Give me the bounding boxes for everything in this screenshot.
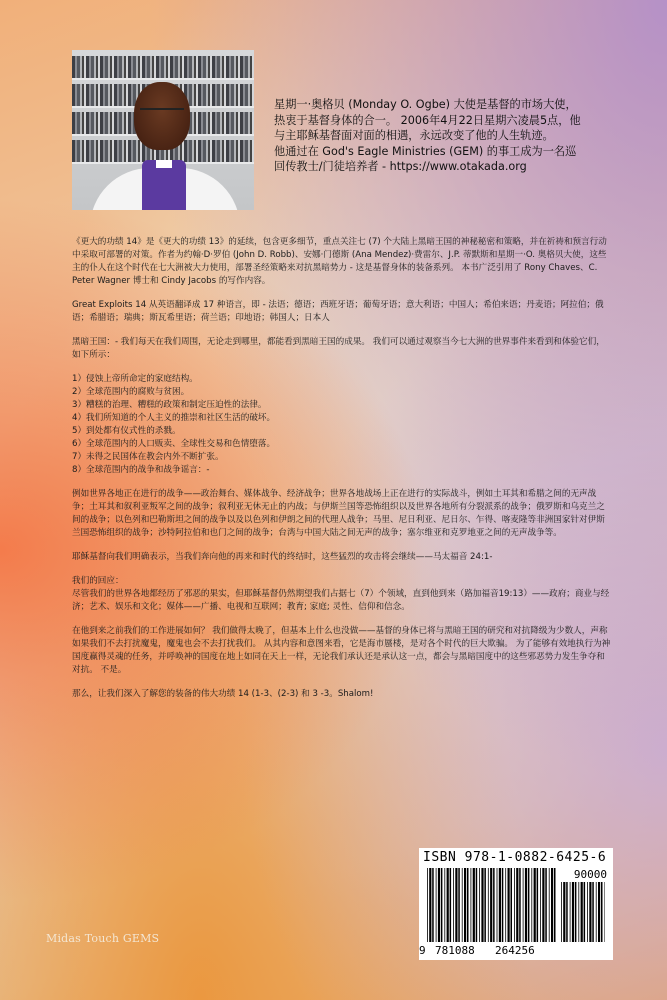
price-code: 90000 xyxy=(573,868,607,881)
paragraph: 耶稣基督向我们明确表示，当我们奔向他的再来和时代的终结时，这些猛烈的攻击将会继续——马太福音 24:1- xyxy=(72,552,493,562)
paragraph: 尽管我们的世界各地都经历了邪恶的果实，但耶稣基督仍然期望我们占据七（7）个领域，直到他到来（路加福音19:13）——政府；商业与经济；艺术、娱乐和文化；媒体——广播、电视和互联网；教育; 家庭; 灵性、信仰和信念。 xyxy=(72,589,610,612)
collar-tab xyxy=(156,160,172,168)
glasses xyxy=(140,108,184,120)
author-photo xyxy=(72,50,254,210)
list-item: 8）全球范围内的战争和战争谣言：- xyxy=(72,465,210,475)
list-item: 6）全球范围内的人口贩卖、全球性交易和色情堕落。 xyxy=(72,439,276,449)
bio-line: 与主耶稣基督面对面的相遇，永远改变了他的人生轨迹。 xyxy=(274,129,554,143)
bio-line: 他通过在 God's Eagle Ministries (GEM) 的事工成为一名巡 xyxy=(274,144,577,158)
paragraph: 黑暗王国：- 我们每天在我们周围，无论走到哪里，都能看到黑暗王国的成果。 我们可以通过观察当今七大洲的世界事件来看到和体验它们，如下所示： xyxy=(72,337,605,360)
list-item: 3）糟糕的治理、糟糕的政策和制定压迫性的法律。 xyxy=(72,400,267,410)
author-bio xyxy=(274,97,604,175)
paragraph: 那么，让我们深入了解您的装备的伟大功绩 14 (1-3、(2-3) 和 3 -3。Shalom! xyxy=(72,689,374,699)
ean-lead-digit: 9 xyxy=(419,944,426,957)
isbn-barcode xyxy=(419,848,613,960)
list-item: 4）我们所知道的个人主义的推崇和社区生活的破坏。 xyxy=(72,413,276,423)
list-item: 1）侵蚀上帝所命定的家庭结构。 xyxy=(72,374,198,384)
paragraph: 我们的回应： xyxy=(72,576,124,586)
publisher-imprint: Midas Touch GEMS xyxy=(46,932,160,945)
bio-line: 热衷于基督身体的合一。 2006年4月22日星期六凌晨5点，他 xyxy=(274,113,581,127)
kingdom-list xyxy=(72,373,612,477)
back-cover-description xyxy=(72,236,612,712)
ean-bars xyxy=(427,868,557,942)
paragraph: 例如世界各地正在进行的战争——政治舞台、媒体战争、经济战争；世界各地战场上正在进行的实际战斗，例如土耳其和希腊之间的无声战争；土耳其和叙利亚叛军之间的战争；叙利亚无休无止的内战；与伊斯兰国等恐怖组织以及世界各地所有分裂派系的战争；俄罗斯和乌克兰之间的战争；以色列和巴勒斯坦之间的战争以及以色列和伊朗之间的代理人战争；马里、尼日利亚、尼日尔、乍得、喀麦隆等非洲国家针对伊斯兰国恐怖组织的战争；沙特阿拉伯和也门之间的战争；台湾与中国大陆之间无声的战争；塞尔维亚和克罗地亚之间的无声战争等。 xyxy=(72,489,605,538)
bio-line: 回传教士/门徒培养者 - https://www.otakada.org xyxy=(274,160,527,174)
list-item: 2）全球范围内的腐败与贫困。 xyxy=(72,387,190,397)
addon-bars xyxy=(561,882,605,942)
paragraph: Great Exploits 14 从英语翻译成 17 种语言，即 - 法语；德语；西班牙语；葡萄牙语；意大利语；中国人；希伯来语；丹麦语；阿拉伯；俄语；希腊语；瑞典；斯瓦希里语；荷兰语；印地语；韩国人；日本人 xyxy=(72,300,604,323)
paragraph: 《更大的功绩 14》是《更大的功绩 13》的延续，包含更多细节，重点关注七 (7) 个大陆上黑暗王国的神秘秘密和策略，并在祈祷和预言行动中采取可部署的对策。作者为约翰·D·罗伯 (John D. Robb)、安娜·门德斯 (Ana Mendez)·费雷尔、J.P. 蒂默斯和星期一·O. 奥格贝大使，这些主的仆人在这个时代在七大洲被大力使用，部署圣经策略来对抗黑暗势力 - 这是基督身体的装备系列。 本书广泛引用了 Rony Chaves、C. Peter Wagner 博士和 Cindy Jacobs 的写作内容。 xyxy=(72,237,607,286)
list-item: 5）到处都有仪式性的杀戮。 xyxy=(72,426,181,436)
list-item: 7）未得之民国体在教会内外不断扩张。 xyxy=(72,452,224,462)
bio-line: 星期一·奥格贝 (Monday O. Ogbe) 大使是基督的市场大使， xyxy=(274,98,577,111)
bookshelf xyxy=(72,56,254,80)
ean-right-digits: 264256 xyxy=(495,944,535,957)
ean-left-digits: 781088 xyxy=(435,944,475,957)
isbn-label: ISBN 978-1-0882-6425-6 xyxy=(423,850,607,865)
paragraph: 在他到来之前我们的工作进展如何？ 我们做得太晚了，但基本上什么也没做——基督的身体已将与黑暗王国的研究和对抗降级为少数人，声称如果我们不去打扰魔鬼，魔鬼也会不去打扰我们。 从其内容和意图来看，它是海市蜃楼，是对各个时代的巨大欺骗。 为了能够有效地执行为神国度赢得灵魂的任务，并呼唤神的国度在地上如同在天上一样，无论我们承认还是承认这一点，都会与黑暗国度中的这些邪恶势力发生争夺和对抗。 不是。 xyxy=(72,626,611,675)
